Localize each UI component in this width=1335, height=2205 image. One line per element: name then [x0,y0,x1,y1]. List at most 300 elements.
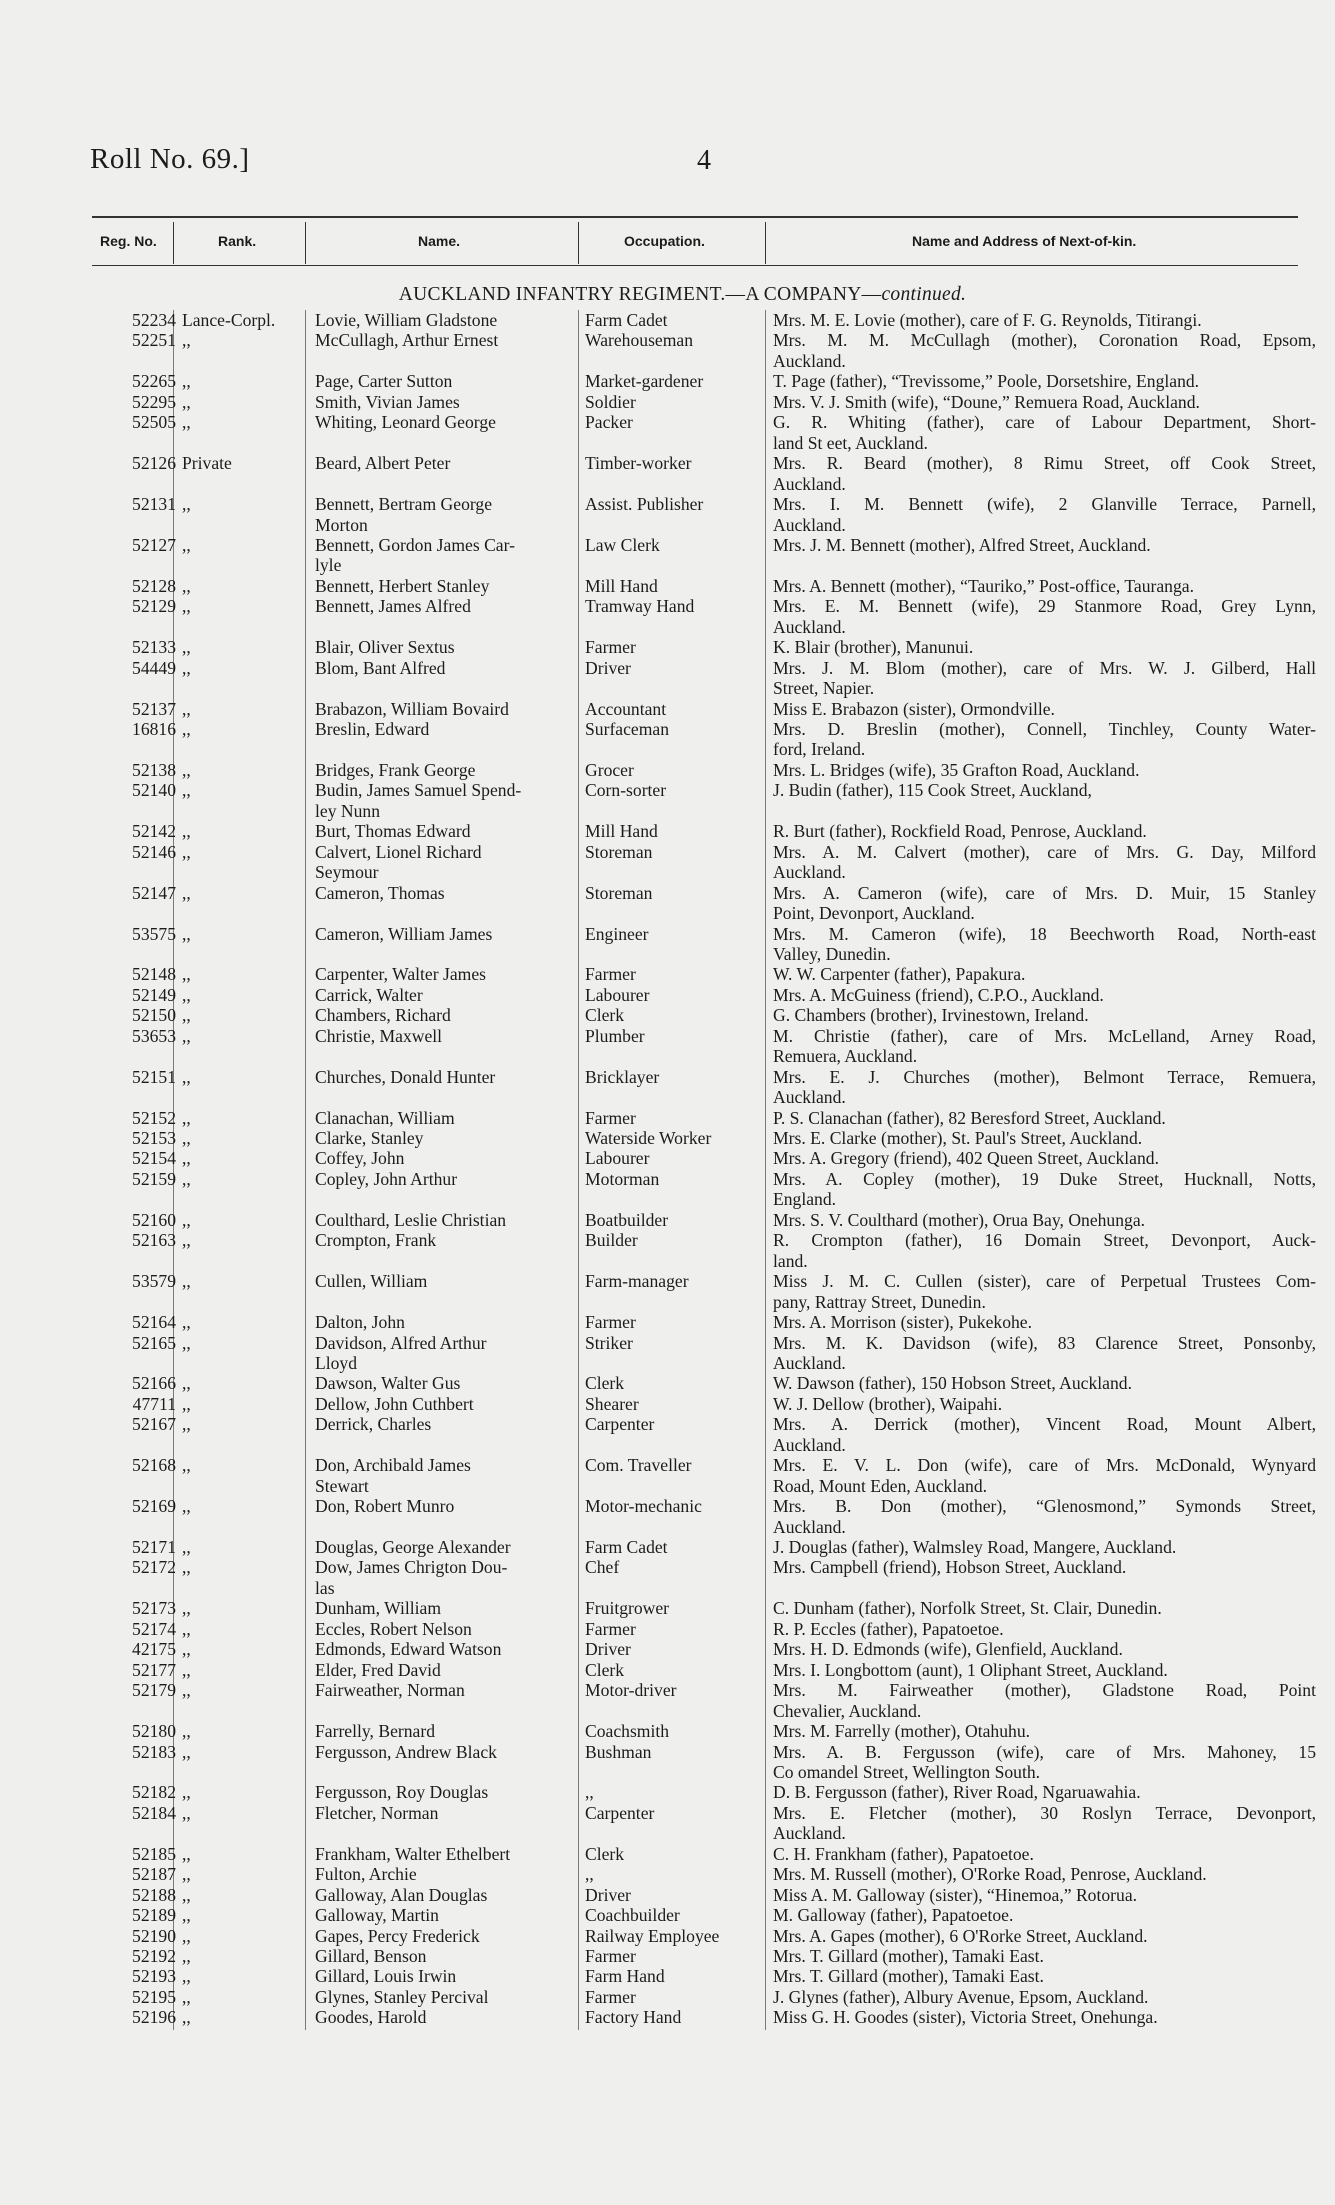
row-reg-no: 52160 [132,1209,176,1230]
row-next-of-kin: Mrs. M. Russell (mother), O'Rorke Road, Penrose, Auckland. [773,1864,1207,1885]
row-rank: ,, [182,1639,191,1660]
row-occupation: Farmer [585,1312,636,1333]
row-occupation: Soldier [585,391,636,412]
row-next-of-kin: Auckland. [773,1434,846,1455]
row-next-of-kin: Mrs. A. McGuiness (friend), C.P.O., Auckland. [773,984,1104,1005]
row-rank: ,, [182,1782,191,1803]
row-name: Bennett, Gordon James Car- [315,534,515,555]
row-next-of-kin: Auckland. [773,1087,846,1108]
row-next-of-kin: Valley, Dunedin. [773,943,891,964]
row-next-of-kin: land St eet, Auckland. [773,432,928,453]
row-name: Breslin, Edward [315,719,430,739]
row-next-of-kin: R. Burt (father), Rockfield Road, Penrose, Auckland. [773,821,1147,842]
row-name: Whiting, Leonard George [315,412,496,433]
row-occupation: Driver [585,1639,631,1660]
row-reg-no: 42175 [132,1639,176,1660]
row-occupation: Driver [585,1884,631,1905]
row-reg-no: 52265 [132,371,176,392]
row-next-of-kin: Mrs. Campbell (friend), Hobson Street, Auckland. [773,1557,1127,1578]
row-reg-no: 52165 [132,1332,176,1353]
row-name: Cameron, William James [315,923,493,944]
row-rank: ,, [182,391,191,412]
row-name: lyle [315,555,342,576]
row-next-of-kin: Mrs. E. Fletcher (mother), 30 Roslyn Terrace, Devonport, [773,1802,1316,1823]
row-name: Page, Carter Sutton [315,371,453,392]
row-next-of-kin: M. Christie (father), care of Mrs. McLelland, Arney Road, [773,1025,1316,1046]
row-rank: ,, [182,1721,191,1742]
row-occupation: Waterside Worker [585,1128,712,1148]
row-next-of-kin: England. [773,1189,837,1210]
row-name: Goodes, Harold [315,2007,427,2028]
row-next-of-kin: Mrs. T. Gillard (mother), Tamaki East. [773,1946,1044,1966]
row-occupation: Farm-manager [585,1271,689,1292]
row-occupation: Surfaceman [585,719,670,739]
row-name: Cameron, Thomas [315,882,445,903]
row-name: Galloway, Martin [315,1905,439,1926]
row-rank: ,, [182,637,191,658]
row-reg-no: 52193 [132,1966,176,1987]
row-next-of-kin: Mrs. E. J. Churches (mother), Belmont Terrace, Remuera, [773,1066,1316,1087]
row-occupation: Storeman [585,841,653,862]
row-next-of-kin: Mrs. M. Farrelly (mother), Otahuhu. [773,1721,1031,1742]
row-next-of-kin: Remuera, Auckland. [773,1046,918,1067]
row-next-of-kin: D. B. Fergusson (father), River Road, Ngaruawahia. [773,1782,1141,1803]
row-reg-no: 52505 [132,412,176,433]
row-name: Douglas, George Alexander [315,1537,511,1557]
row-occupation: Farmer [585,637,636,658]
row-rank: ,, [182,1107,191,1128]
row-next-of-kin: Mrs. S. V. Coulthard (mother), Orua Bay, Onehunga. [773,1209,1146,1230]
row-name: Galloway, Alan Douglas [315,1884,488,1905]
row-next-of-kin: K. Blair (brother), Manunui. [773,637,974,658]
header-top-rule [92,216,1298,218]
row-rank: ,, [182,1802,191,1823]
row-rank: ,, [182,2007,191,2028]
row-occupation: Factory Hand [585,2007,682,2028]
row-reg-no: 53575 [132,923,176,944]
row-name: Burt, Thomas Edward [315,821,471,842]
row-occupation: Farm Cadet [585,310,668,330]
row-reg-no: 52196 [132,2007,176,2028]
row-reg-no: 52140 [132,780,176,801]
row-name: Cullen, William [315,1271,428,1292]
row-next-of-kin: Auckland. [773,1352,846,1373]
row-rank: ,, [182,1966,191,1987]
row-rank: ,, [182,1864,191,1885]
row-occupation: Driver [585,657,631,678]
row-rank: ,, [182,1843,191,1864]
row-next-of-kin: Mrs. H. D. Edmonds (wife), Glenfield, Auckland. [773,1639,1123,1660]
row-name: Bennett, James Alfred [315,596,471,617]
row-rank: ,, [182,882,191,903]
row-name: Seymour [315,862,379,883]
row-name: Elder, Fred David [315,1659,441,1680]
row-name: Bridges, Frank George [315,759,476,780]
row-reg-no: 52169 [132,1496,176,1517]
row-next-of-kin: Road, Mount Eden, Auckland. [773,1475,988,1496]
row-reg-no: 52149 [132,984,176,1005]
row-occupation: Shearer [585,1393,639,1414]
row-name: Coulthard, Leslie Christian [315,1209,507,1230]
row-rank: ,, [182,1618,191,1639]
row-reg-no: 52127 [132,534,176,555]
row-reg-no: 52192 [132,1946,176,1966]
row-reg-no: 52150 [132,1005,176,1026]
row-rank: ,, [182,719,191,739]
column-head-name: Name. [418,233,461,249]
row-occupation: Motor-mechanic [585,1496,702,1517]
row-rank: ,, [182,698,191,719]
row-next-of-kin: C. H. Frankham (father), Papatoetoe. [773,1843,1034,1864]
row-reg-no: 52167 [132,1414,176,1435]
row-next-of-kin: Mrs. V. J. Smith (wife), “Doune,” Remuera Road, Auckland. [773,391,1200,412]
row-rank: ,, [182,1148,191,1169]
row-rank: ,, [182,1884,191,1905]
row-reg-no: 52180 [132,1721,176,1742]
row-rank: ,, [182,534,191,555]
row-next-of-kin: Mrs. M. K. Davidson (wife), 83 Clarence Street, Ponsonby, [773,1332,1316,1353]
row-rank: ,, [182,1496,191,1517]
row-occupation: Tramway Hand [585,596,695,617]
row-next-of-kin: Mrs. A. M. Calvert (mother), care of Mrs. G. Day, Milford [773,841,1316,862]
row-reg-no: 16816 [132,719,176,739]
row-occupation: Engineer [585,923,649,944]
row-next-of-kin: Mrs. B. Don (mother), “Glenosmond,” Symonds Street, [773,1496,1316,1517]
row-next-of-kin: Miss G. H. Goodes (sister), Victoria Street, Onehunga. [773,2007,1158,2028]
row-rank: ,, [182,330,191,351]
row-next-of-kin: J. Glynes (father), Albury Avenue, Epsom, Auckland. [773,1986,1149,2007]
header-separator [173,222,174,264]
row-next-of-kin: land. [773,1250,808,1271]
row-name: Edmonds, Edward Watson [315,1639,502,1660]
row-name: Don, Robert Munro [315,1496,455,1517]
row-next-of-kin: pany, Rattray Street, Dunedin. [773,1291,986,1312]
row-occupation: Farmer [585,1986,636,2007]
row-occupation: Boatbuilder [585,1209,669,1230]
row-rank: ,, [182,821,191,842]
row-occupation: Farmer [585,964,636,985]
row-occupation: Mill Hand [585,575,658,596]
column-head-reg-no: Reg. No. [100,233,157,249]
row-next-of-kin: G. R. Whiting (father), care of Labour Department, Short- [773,412,1316,433]
row-occupation: Farmer [585,1107,636,1128]
row-reg-no: 52174 [132,1618,176,1639]
row-reg-no: 52151 [132,1066,176,1087]
row-next-of-kin: Auckland. [773,514,846,535]
row-reg-no: 52129 [132,596,176,617]
row-occupation: Striker [585,1332,633,1353]
row-reg-no: 52142 [132,821,176,842]
row-next-of-kin: Mrs. D. Breslin (mother), Connell, Tinchley, County Water- [773,719,1316,739]
row-occupation: Plumber [585,1025,645,1046]
row-rank: ,, [182,1025,191,1046]
row-rank: ,, [182,1373,191,1394]
row-occupation: Railway Employee [585,1925,720,1946]
row-next-of-kin: Mrs. L. Bridges (wife), 35 Grafton Road, Auckland. [773,759,1140,780]
row-next-of-kin: Miss J. M. C. Cullen (sister), care of Perpetual Trustees Com- [773,1271,1316,1292]
row-rank: ,, [182,1168,191,1189]
row-name: Farrelly, Bernard [315,1721,436,1742]
row-name: Coffey, John [315,1148,405,1169]
row-reg-no: 52251 [132,330,176,351]
row-next-of-kin: Mrs. I. M. Bennett (wife), 2 Glanville Terrace, Parnell, [773,494,1316,515]
row-reg-no: 52189 [132,1905,176,1926]
row-occupation: Carpenter [585,1802,655,1823]
row-rank: ,, [182,1946,191,1966]
row-reg-no: 52187 [132,1864,176,1885]
row-rank: ,, [182,841,191,862]
row-occupation: Timber-worker [585,453,692,474]
row-next-of-kin: Auckland. [773,1823,846,1844]
row-rank: ,, [182,371,191,392]
row-next-of-kin: Street, Napier. [773,678,875,699]
row-rank: ,, [182,923,191,944]
row-next-of-kin: Auckland. [773,350,846,371]
row-next-of-kin: ford, Ireland. [773,739,866,760]
row-name: Bennett, Bertram George [315,494,493,515]
row-occupation: Coachsmith [585,1721,670,1742]
row-name: Fairweather, Norman [315,1680,465,1701]
row-reg-no: 52173 [132,1598,176,1619]
row-occupation: Builder [585,1230,638,1251]
header-bottom-rule [92,265,1298,266]
row-name: Fergusson, Roy Douglas [315,1782,489,1803]
row-reg-no: 52166 [132,1373,176,1394]
row-next-of-kin: P. S. Clanachan (father), 82 Beresford Street, Auckland. [773,1107,1166,1128]
row-occupation: Assist. Publisher [585,494,704,515]
row-next-of-kin: Point, Devonport, Auckland. [773,903,975,924]
row-name: Gapes, Percy Frederick [315,1925,480,1946]
row-reg-no: 52184 [132,1802,176,1823]
row-reg-no: 52234 [132,310,176,330]
row-rank: ,, [182,1537,191,1557]
row-rank: ,, [182,1455,191,1476]
row-occupation: Corn-sorter [585,780,667,801]
row-rank: ,, [182,984,191,1005]
header-separator [765,222,766,264]
row-next-of-kin: W. Dawson (father), 150 Hobson Street, Auckland. [773,1373,1132,1394]
row-name: Calvert, Lionel Richard [315,841,482,862]
row-name: Davidson, Alfred Arthur [315,1332,487,1353]
row-occupation: Clerk [585,1373,625,1394]
row-occupation: Clerk [585,1843,625,1864]
row-next-of-kin: R. Crompton (father), 16 Domain Street, Devonport, Auck- [773,1230,1316,1251]
row-reg-no: 52183 [132,1741,176,1762]
row-rank: ,, [182,1986,191,2007]
row-occupation: Motor-driver [585,1680,677,1701]
row-occupation: Accountant [585,698,667,719]
row-next-of-kin: Mrs. A. Gapes (mother), 6 O'Rorke Street, Auckland. [773,1925,1148,1946]
row-reg-no: 52185 [132,1843,176,1864]
row-reg-no: 52131 [132,494,176,515]
row-reg-no: 52148 [132,964,176,985]
row-rank: ,, [182,1005,191,1026]
row-next-of-kin: Mrs. A. Morrison (sister), Pukekohe. [773,1312,1033,1333]
row-name: Copley, John Arthur [315,1168,458,1189]
row-occupation: Farm Hand [585,1966,665,1987]
row-reg-no: 52154 [132,1148,176,1169]
row-name: Churches, Donald Hunter [315,1066,496,1087]
row-occupation: Motorman [585,1168,660,1189]
row-reg-no: 52159 [132,1168,176,1189]
row-next-of-kin: Mrs. M. Cameron (wife), 18 Beechworth Road, North-east [773,923,1316,944]
row-occupation: Mill Hand [585,821,658,842]
row-next-of-kin: Mrs. E. M. Bennett (wife), 29 Stanmore Road, Grey Lynn, [773,596,1316,617]
row-name: Smith, Vivian James [315,391,460,412]
row-next-of-kin: Miss A. M. Galloway (sister), “Hinemoa,” Rotorua. [773,1884,1138,1905]
row-rank: ,, [182,1905,191,1926]
row-reg-no: 52179 [132,1680,176,1701]
row-reg-no: 52153 [132,1128,176,1148]
row-name: Beard, Albert Peter [315,453,451,474]
row-name: Lovie, William Gladstone [315,310,498,330]
row-rank: ,, [182,1659,191,1680]
body-column-separator [765,310,766,2030]
row-reg-no: 52195 [132,1986,176,2007]
row-reg-no: 52188 [132,1884,176,1905]
row-name: Brabazon, William Bovaird [315,698,509,719]
row-rank: ,, [182,1741,191,1762]
section-title [0,284,1335,306]
row-next-of-kin: Chevalier, Auckland. [773,1700,922,1721]
row-next-of-kin: M. Galloway (father), Papatoetoe. [773,1905,1014,1926]
row-next-of-kin: Mrs. M. Fairweather (mother), Gladstone Road, Point [773,1680,1316,1701]
row-reg-no: 52128 [132,575,176,596]
row-reg-no: 52138 [132,759,176,780]
row-reg-no: 52177 [132,1659,176,1680]
row-name: Don, Archibald James [315,1455,471,1476]
row-next-of-kin: Mrs. A. B. Fergusson (wife), care of Mrs. Mahoney, 15 [773,1741,1316,1762]
row-next-of-kin: Miss E. Brabazon (sister), Ormondville. [773,698,1055,719]
row-name: Clanachan, William [315,1107,455,1128]
row-name: Christie, Maxwell [315,1025,443,1046]
row-name: Chambers, Richard [315,1005,451,1026]
row-next-of-kin: Mrs. A. Bennett (mother), “Tauriko,” Post-office, Tauranga. [773,575,1194,596]
row-rank: ,, [182,575,191,596]
row-rank: Lance-Corpl. [182,310,276,330]
row-next-of-kin: W. W. Carpenter (father), Papakura. [773,964,1026,985]
row-occupation: Fruitgrower [585,1598,670,1619]
row-name: Blair, Oliver Sextus [315,637,455,658]
section-continued: continued. [881,284,967,305]
row-name: Morton [315,514,368,535]
row-next-of-kin: Mrs. J. M. Blom (mother), care of Mrs. W. J. Gilberd, Hall [773,657,1316,678]
row-name: Dow, James Chrigton Dou- [315,1557,508,1578]
row-name: Crompton, Frank [315,1230,437,1251]
row-name: Dawson, Walter Gus [315,1373,461,1394]
row-rank: ,, [182,1230,191,1251]
row-rank: Private [182,453,232,474]
row-next-of-kin: Mrs. A. Gregory (friend), 402 Queen Street, Auckland. [773,1148,1159,1169]
row-rank: ,, [182,1557,191,1578]
row-rank: ,, [182,1128,191,1148]
row-name: Glynes, Stanley Percival [315,1986,489,2007]
row-rank: ,, [182,1598,191,1619]
row-reg-no: 52182 [132,1782,176,1803]
row-rank: ,, [182,412,191,433]
row-occupation: Packer [585,412,633,433]
row-name: Fergusson, Andrew Black [315,1741,497,1762]
row-occupation: Clerk [585,1005,625,1026]
row-occupation: Market-gardener [585,371,704,392]
row-next-of-kin: G. Chambers (brother), Irvinestown, Ireland. [773,1005,1089,1026]
row-reg-no: 53653 [132,1025,176,1046]
row-occupation: Storeman [585,882,653,903]
row-rank: ,, [182,1414,191,1435]
row-rank: ,, [182,1393,191,1414]
column-head-rank: Rank. [218,233,257,249]
row-name: Dalton, John [315,1312,405,1333]
row-next-of-kin: R. P. Eccles (father), Papatoetoe. [773,1618,1004,1639]
row-next-of-kin: Mrs. E. V. L. Don (wife), care of Mrs. McDonald, Wynyard [773,1455,1316,1476]
row-reg-no: 52133 [132,637,176,658]
row-reg-no: 52137 [132,698,176,719]
row-occupation: Labourer [585,1148,650,1169]
row-reg-no: 52152 [132,1107,176,1128]
row-rank: ,, [182,596,191,617]
row-rank: ,, [182,1066,191,1087]
row-occupation: Grocer [585,759,634,780]
column-head-occupation: Occupation. [624,233,705,249]
row-name: Gillard, Benson [315,1946,427,1966]
section-title-text: AUCKLAND INFANTRY REGIMENT.—A COMPANY— [398,284,882,305]
row-next-of-kin: Auckland. [773,862,846,883]
row-next-of-kin: T. Page (father), “Trevissome,” Poole, Dorsetshire, England. [773,371,1200,392]
row-name: ley Nunn [315,800,380,821]
row-occupation: Bushman [585,1741,652,1762]
row-name: Carrick, Walter [315,984,423,1005]
row-occupation: ,, [585,1864,594,1885]
row-next-of-kin: Auckland. [773,473,846,494]
row-reg-no: 52295 [132,391,176,412]
row-next-of-kin: Mrs. R. Beard (mother), 8 Rimu Street, off Cook Street, [773,453,1316,474]
row-next-of-kin: J. Budin (father), 115 Cook Street, Auckland, [773,780,1092,801]
row-next-of-kin: J. Douglas (father), Walmsley Road, Mangere, Auckland. [773,1537,1177,1557]
row-occupation: Farmer [585,1618,636,1639]
row-next-of-kin: Co omandel Street, Wellington South. [773,1761,1041,1782]
row-next-of-kin: Auckland. [773,616,846,637]
row-occupation: Carpenter [585,1414,655,1435]
row-name: Derrick, Charles [315,1414,432,1435]
row-occupation: Com. Traveller [585,1455,692,1476]
row-rank: ,, [182,964,191,985]
row-rank: ,, [182,494,191,515]
header-separator [578,222,579,264]
row-occupation: Farmer [585,1946,636,1966]
roll-title: Roll No. 69.] [90,143,250,175]
row-reg-no: 52126 [132,453,176,474]
row-next-of-kin: Mrs. T. Gillard (mother), Tamaki East. [773,1966,1044,1987]
row-rank: ,, [182,1271,191,1292]
row-occupation: Bricklayer [585,1066,660,1087]
row-name: Eccles, Robert Nelson [315,1618,472,1639]
row-occupation: Chef [585,1557,620,1578]
row-occupation: Warehouseman [585,330,694,351]
header-separator [305,222,306,264]
row-rank: ,, [182,1680,191,1701]
row-next-of-kin: Mrs. A. Derrick (mother), Vincent Road, Mount Albert, [773,1414,1316,1435]
row-name: Budin, James Samuel Spend- [315,780,522,801]
page-number: 4 [697,145,711,176]
row-name: Fletcher, Norman [315,1802,439,1823]
row-rank: ,, [182,1925,191,1946]
body-column-separator [305,310,306,2030]
row-next-of-kin: W. J. Dellow (brother), Waipahi. [773,1393,1003,1414]
row-name: Bennett, Herbert Stanley [315,575,490,596]
row-reg-no: 52164 [132,1312,176,1333]
row-name: Dunham, William [315,1598,442,1619]
row-occupation: ,, [585,1782,594,1803]
